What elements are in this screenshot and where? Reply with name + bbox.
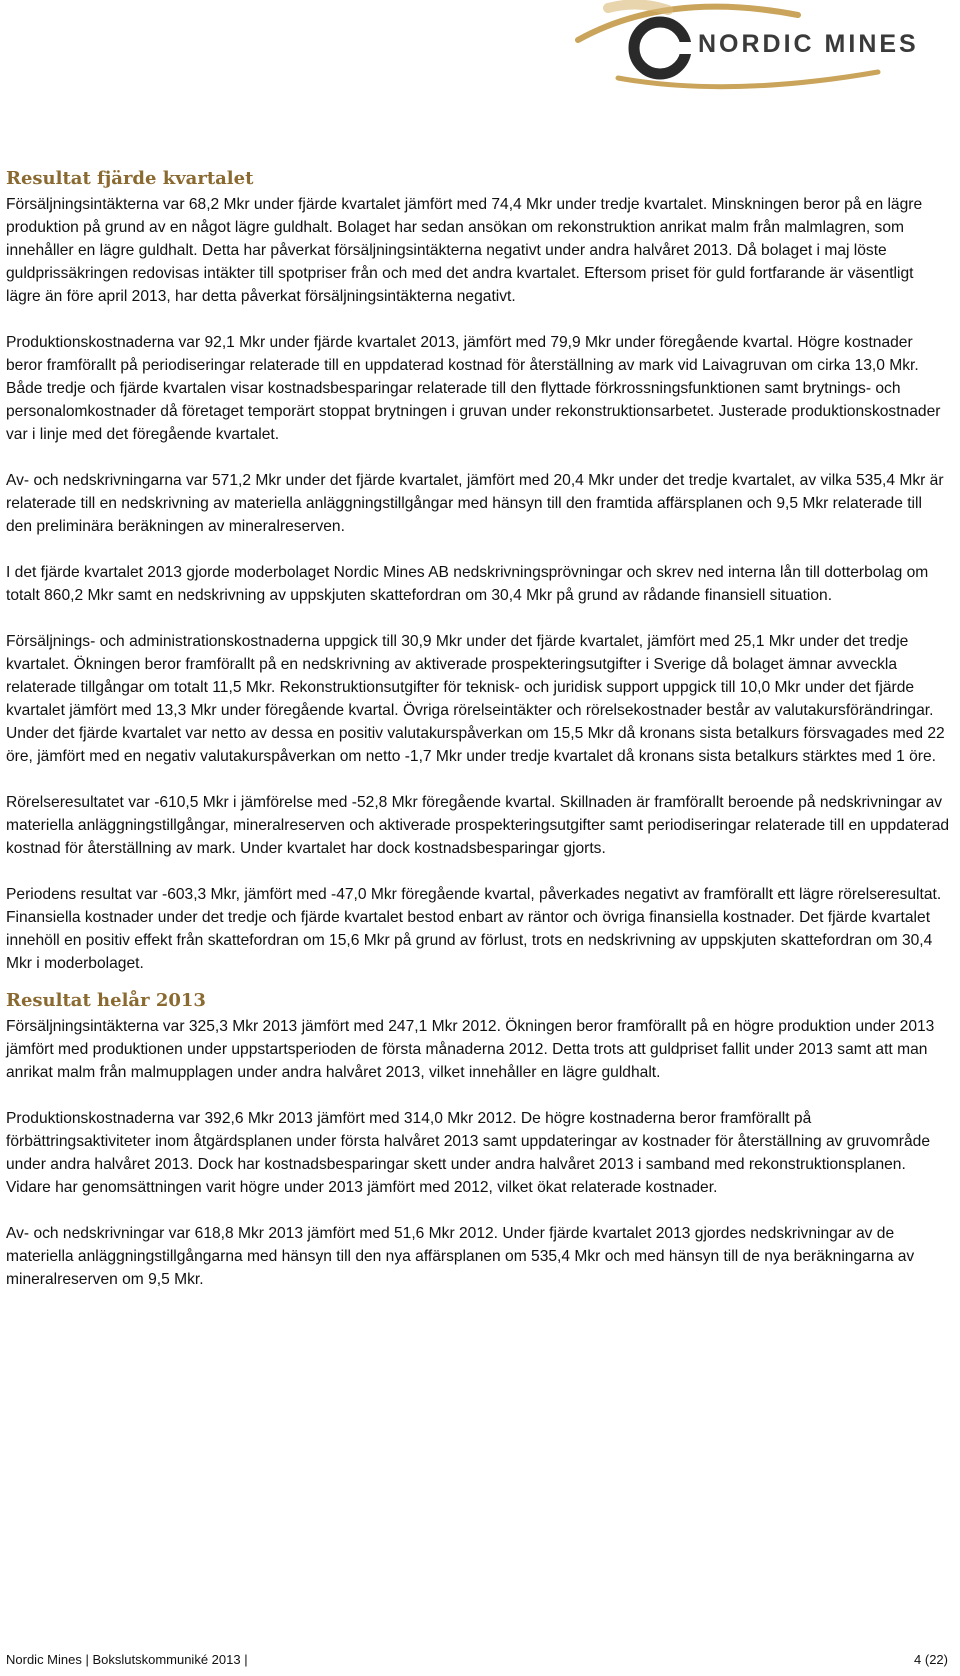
paragraph: Försäljningsintäkterna var 68,2 Mkr under fjärde kvartalet jämfört med 74,4 Mkr under tredje kvartalet. Minskningen beror på en lägre produktion på grund av en något lägre guldhalt. Bolaget har sedan ansökan om rekonstruktion anrikat malm från malmlagren, som innehåller en lägre guldhalt. Detta har påverkat försäljningsintäkterna negativt under andra halvåret 2013. Då bolaget i maj löste guldprissäkringen redovisas intäkter till spotpriser från och med det andra kvartalet. Eftersom priset för guld fortfarande är väsentligt lägre än före april 2013, har detta påverkat försäljningsintäkterna negativt. <box>6 196 923 305</box>
paragraph: Försäljnings- och administrationskostnaderna uppgick till 30,9 Mkr under det fjärde kvartalet, jämfört med 25,1 Mkr under det tredje kvartalet. Ökningen beror framförallt på en nedskrivning av aktiverade prospekteringsutgifter i Sverige då bolaget ämnar avveckla relaterade tillgångar om totalt 11,5 Mkr. Rekonstruktionsutgifter för teknisk- och juridisk support uppgick till 10,0 Mkr under det fjärde kvartalet jämfört med 13,3 Mkr under föregående kvartal. Övriga rörelseintäkter och rörelsekostnader består av valutakursförändringar. Under det fjärde kvartalet var netto av dessa en positiv valutakurspåverkan om 15,5 Mkr då kronans sista betalkurs försvagades med 22 öre, jämfört med en negativ valutakurspåverkan om netto -1,7 Mkr under tredje kvartalet då kronans sista betalkurs stärktes med 1 öre. <box>6 633 945 765</box>
paragraph: Produktionskostnaderna var 392,6 Mkr 2013 jämfört med 314,0 Mkr 2012. De högre kostnaderna beror framförallt på förbättringsaktiviteter inom åtgärdsplanen under första halvåret 2013 samt uppdateringar av kostnader för återställning av gruvområde under andra halvåret 2013. Dock har kostnadsbesparingar skett under andra halvåret 2013 i samband med rekonstruktionsplanen. Vidare har genomsättningen varit högre under 2013 jämfört med 2012, vilket ökat relaterade kostnader. <box>6 1110 931 1196</box>
paragraph: I det fjärde kvartalet 2013 gjorde moderbolaget Nordic Mines AB nedskrivningsprövningar och skrev ned interna lån till dotterbolag om totalt 860,2 Mkr samt en nedskrivning av uppskjuten skattefordran om 30,4 Mkr på grund av rådande finansiell situation. <box>6 564 929 604</box>
paragraph: Rörelseresultatet var -610,5 Mkr i jämförelse med -52,8 Mkr föregående kvartal. Skillnaden är framförallt beroende på nedskrivningar av materiella anläggningstillgångar, mineralreserven och aktiverade prospekteringsutgifter samt periodiseringar relaterade till en uppdaterad kostnad för återställning av mark. Under kvartalet har dock kostnadsbesparingar gjorts. <box>6 794 950 857</box>
paragraph: Periodens resultat var -603,3 Mkr, jämfört med -47,0 Mkr föregående kvartal, påverkades negativt av framförallt ett lägre rörelseresultat. Finansiella kostnader under det tredje och fjärde kvartalet bestod enbart av räntor och övriga finansiella kostnader. Det fjärde kvartalet innehöll en positiv effekt från skattefordran om 15,6 Mkr på grund av förlust, trots en nedskrivning av uppskjuten skattefordran om 30,4 Mkr i moderbolaget. <box>6 886 942 972</box>
section-heading-q4: Resultat fjärde kvartalet <box>6 168 254 189</box>
page-number: 4 (22) <box>914 1652 948 1667</box>
paragraph: Produktionskostnaderna var 92,1 Mkr under fjärde kvartalet 2013, jämfört med 79,9 Mkr under föregående kvartal. Högre kostnader beror framförallt på periodiseringar relaterade till en uppdaterad kostnad för återställning av mark vid Laivagruvan om cirka 13,0 Mkr. Både tredje och fjärde kvartalen visar kostnadsbesparingar relaterade till den flyttade förkrossningsfunktionen samt brytnings- och personalomkostnader då företaget temporärt stoppat brytningen i gruvan under rekonstruktionsarbetet. Justerade produktionskostnader var i linje med det föregående kvartalet. <box>6 334 941 443</box>
nordic-mines-logo <box>548 0 960 100</box>
logo-text: NORDIC MINES <box>698 30 919 58</box>
paragraph: Av- och nedskrivningarna var 571,2 Mkr under det fjärde kvartalet, jämfört med 20,4 Mkr under det tredje kvartalet, av vilka 535,4 Mkr är relaterade till en nedskrivning av materiella anläggningstillgångar med hänsyn till den framtida affärsplanen och 9,5 Mkr relaterade till den preliminära beräkningen av mineralreserven. <box>6 472 944 535</box>
footer-document-title: Nordic Mines | Bokslutskommuniké 2013 | <box>6 1652 248 1667</box>
section-heading-full-year: Resultat helår 2013 <box>6 990 206 1011</box>
paragraph: Av- och nedskrivningar var 618,8 Mkr 2013 jämfört med 51,6 Mkr 2012. Under fjärde kvartalet 2013 gjordes nedskrivningar av de materiella anläggningstillgångarna med hänsyn till den nya affärsplanen om 535,4 Mkr och med hänsyn till de nya beräkningarna av mineralreserven om 9,5 Mkr. <box>6 1225 915 1288</box>
paragraph: Försäljningsintäkterna var 325,3 Mkr 2013 jämfört med 247,1 Mkr 2012. Ökningen beror framförallt på en högre produktion under 2013 jämfört med produktionen under uppstartsperioden de första månaderna 2012. Detta trots att guldpriset fallit under 2013 samt att man anrikat malm från malmupplagen under andra halvåret 2013, vilket innehåller en lägre guldhalt. <box>6 1018 935 1081</box>
document-body <box>6 168 950 1291</box>
